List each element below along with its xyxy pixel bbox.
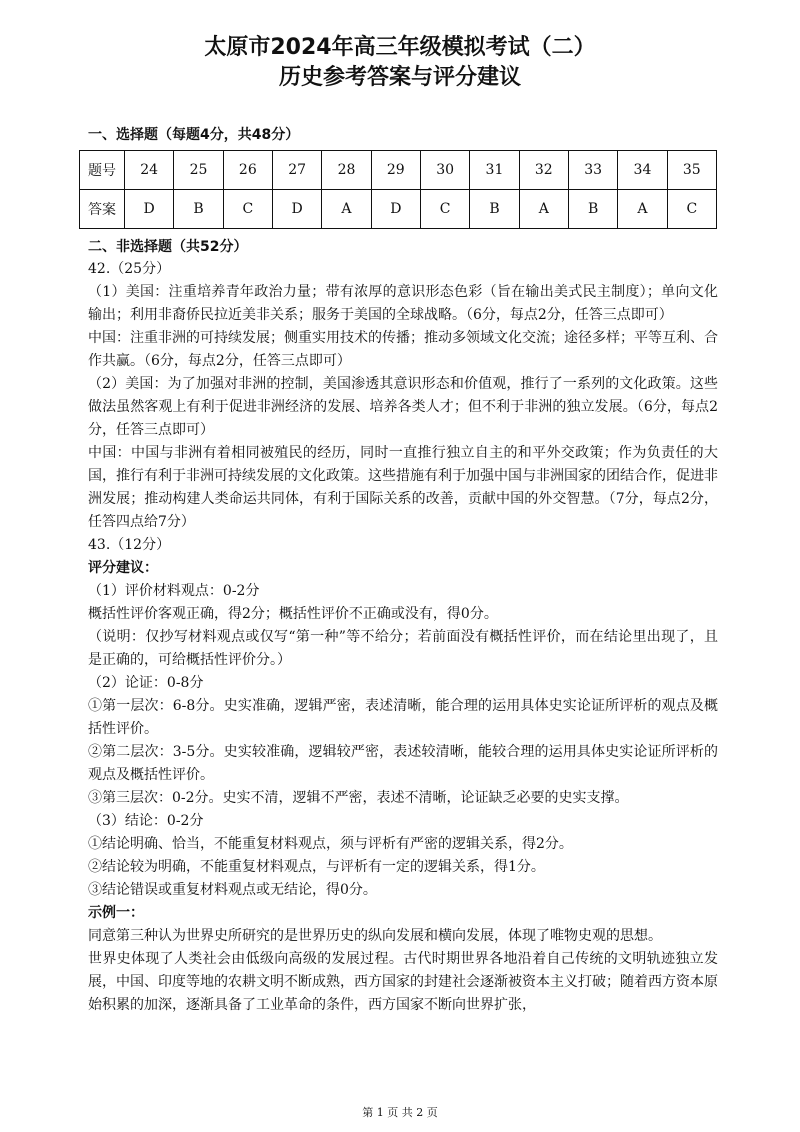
answer-table bbox=[79, 150, 717, 229]
paragraph: 同意第三种认为世界史所研究的是世界历史的纵向发展和横向发展，体现了唯物史观的思想。 bbox=[88, 928, 662, 944]
paragraph: （2）美国：为了加强对非洲的控制，美国渗透其意识形态和价值观，推行了一系列的文化政策。这些做法虽然客观上有利于促进非洲经济的发展、培养各类人才；但不利于非洲的独立发展。（6分，每点2分，任答三点即可） bbox=[88, 376, 718, 438]
page-footer: 第 1 页 共 2 页 bbox=[362, 1106, 438, 1119]
question-number: 26 bbox=[223, 151, 272, 190]
question-number: 33 bbox=[568, 151, 617, 190]
paragraph: ①第一层次：6-8分。史实准确，逻辑严密，表述清晰，能合理的运用具体史实论证所评析的观点及概括性评价。 bbox=[88, 698, 718, 737]
answer-row bbox=[80, 190, 717, 229]
answer-cell: A bbox=[519, 190, 568, 229]
answer-cell: C bbox=[420, 190, 469, 229]
paragraph: ③结论错误或重复材料观点或无结论，得0分。 bbox=[88, 882, 377, 898]
question-number: 24 bbox=[125, 151, 174, 190]
paragraph: （1）评价材料观点：0-2分 bbox=[88, 583, 260, 599]
paragraph: ③第三层次：0-2分。史实不清，逻辑不严密，表述不清晰，论证缺乏必要的史实支撑。 bbox=[88, 790, 629, 806]
answer-cell: D bbox=[125, 190, 174, 229]
answer-cell: B bbox=[470, 190, 519, 229]
question-number: 34 bbox=[618, 151, 667, 190]
paragraph: （说明：仅抄写材料观点或仅写“第一种”等不给分；若前面没有概括性评价，而在结论里出现了，且是正确的，可给概括性评价分。） bbox=[88, 629, 718, 668]
question-43-header: 43.（12分） bbox=[88, 537, 171, 553]
answer-cell: A bbox=[322, 190, 371, 229]
question-number: 30 bbox=[420, 151, 469, 190]
paragraph: 概括性评价客观正确，得2分；概括性评价不正确或没有，得0分。 bbox=[88, 606, 498, 622]
document-subtitle: 历史参考答案与评分建议 bbox=[278, 65, 521, 90]
scoring-heading: 评分建议： bbox=[88, 560, 158, 576]
question-number-row bbox=[80, 151, 717, 190]
question-number: 27 bbox=[272, 151, 321, 190]
paragraph: （2）论证：0-8分 bbox=[88, 675, 204, 691]
question-number: 32 bbox=[519, 151, 568, 190]
question-42-header: 42.（25分） bbox=[88, 261, 171, 277]
paragraph: 世界史体现了人类社会由低级向高级的发展过程。古代时期世界各地沿着自己传统的文明轨迹独立发展，中国、印度等地的农耕文明不断成熟，西方国家的封建社会逐渐被资本主义打破；随着西方资本原始积累的加深，逐渐具备了工业革命的条件，西方国家不断向世界扩张， bbox=[88, 951, 718, 1013]
paragraph: 中国：中国与非洲有着相同被殖民的经历，同时一直推行独立自主的和平外交政策；作为负责任的大国，推行有利于非洲可持续发展的文化政策。这些措施有利于加强中国与非洲国家的团结合作，促进非洲发展；推动构建人类命运共同体，有利于国际关系的改善，贡献中国的外交智慧。（7分，每点2分，任答四点给7分） bbox=[88, 445, 718, 530]
answer-body bbox=[88, 258, 718, 1017]
answer-row-label: 答案 bbox=[80, 190, 125, 229]
answer-cell: D bbox=[371, 190, 420, 229]
paragraph: ②结论较为明确，不能重复材料观点，与评析有一定的逻辑关系，得1分。 bbox=[88, 859, 545, 875]
paragraph: ①结论明确、恰当，不能重复材料观点，须与评析有严密的逻辑关系，得2分。 bbox=[88, 836, 573, 852]
question-number: 25 bbox=[174, 151, 223, 190]
section-1-heading: 一、选择题（每题4分，共48分） bbox=[88, 127, 300, 143]
example-heading: 示例一： bbox=[88, 905, 144, 921]
paragraph: （1）美国：注重培养青年政治力量；带有浓厚的意识形态色彩（旨在输出美式民主制度）；单向文化输出；利用非裔侨民拉近美非关系；服务于美国的全球战略。（6分，每点2分，任答三点即可） bbox=[88, 284, 718, 323]
paragraph: ②第二层次：3-5分。史实较准确，逻辑较严密，表述较清晰，能较合理的运用具体史实论证所评析的观点及概括性评价。 bbox=[88, 744, 718, 783]
paragraph: （3）结论：0-2分 bbox=[88, 813, 204, 829]
question-number: 29 bbox=[371, 151, 420, 190]
answer-cell: C bbox=[667, 190, 716, 229]
answer-cell: A bbox=[618, 190, 667, 229]
answer-cell: B bbox=[174, 190, 223, 229]
answer-cell: B bbox=[568, 190, 617, 229]
question-number: 28 bbox=[322, 151, 371, 190]
paragraph: 中国：注重非洲的可持续发展；侧重实用技术的传播；推动多领域文化交流；途径多样；平等互利、合作共赢。（6分，每点2分，任答三点即可） bbox=[88, 330, 718, 369]
exam-title: 太原市2024年高三年级模拟考试（二） bbox=[204, 35, 596, 60]
answer-cell: C bbox=[223, 190, 272, 229]
question-number: 35 bbox=[667, 151, 716, 190]
answer-cell: D bbox=[272, 190, 321, 229]
question-row-label: 题号 bbox=[80, 151, 125, 190]
section-2-heading: 二、非选择题（共52分） bbox=[88, 239, 248, 255]
question-number: 31 bbox=[470, 151, 519, 190]
